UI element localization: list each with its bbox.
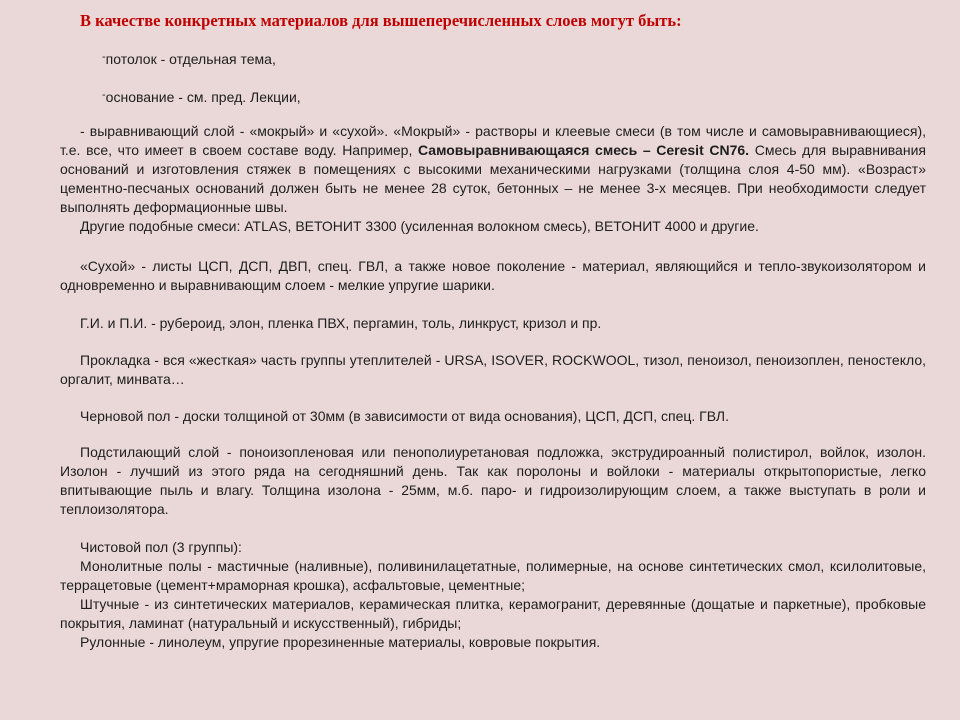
gasket-paragraph [60, 351, 926, 389]
piece-floors-paragraph [60, 595, 926, 633]
other-mixes-text: Другие подобные смеси: ATLAS, ВЕТОНИТ 3300 (усиленная волокном смесь), ВЕТОНИТ 4000 и другие. [80, 218, 759, 234]
finish-floor-heading-text: Чистовой пол (3 группы): [80, 539, 242, 555]
dry-layer-text: «Сухой» - листы ЦСП, ДСП, ДВП, спец. ГВЛ, а также новое поколение - материал, являющийся и тепло-звукоизолятором и одновременно и выравнивающим слоем - мелкие упругие шарики. [60, 258, 926, 293]
dry-layer-paragraph [60, 257, 926, 295]
bullet-base [102, 86, 301, 107]
roll-floors-paragraph [60, 633, 926, 652]
other-mixes-paragraph [60, 217, 926, 236]
waterproof-paragraph [60, 314, 926, 333]
bullet-ceiling [102, 48, 276, 69]
rough-floor-text: Черновой пол - доски толщиной от 30мм (в зависимости от вида основания), ЦСП, ДСП, спец. ГВЛ. [80, 408, 729, 424]
levelling-text-1: - выравнивающий слой - «мокрый» и «сухой». «Мокрый» - растворы и клеевые смеси (в том числе и самовыравнивающиеся), т.е. все, что имеет в своем составе воду. Например, [60, 123, 926, 158]
gasket-text: Прокладка - вся «жесткая» часть группы утеплителей - URSA, ISOVER, ROCKWOOL, тизол, пеноизол, пеноизоплен, пеностекло, оргалит, минвата… [60, 352, 926, 387]
bullet-ceiling-text: потолок - отдельная тема, [105, 51, 276, 67]
bullet-mark: - [102, 89, 106, 101]
rough-floor-paragraph [60, 407, 926, 426]
slide-title: В качестве конкретных материалов для вышеперечисленных слоев могут быть: [80, 11, 682, 30]
monolithic-floors-paragraph [60, 557, 926, 595]
monolithic-floors-text: Монолитные полы - мастичные (наливные), поливинилацетатные, полимерные, на основе синтетических смол, ксилолитовые, террацетовые (цемент+мраморная крошка), асфальтовые, цементные; [60, 558, 926, 593]
piece-floors-text: Штучные - из синтетических материалов, керамическая плитка, керамогранит, деревянные (дощатые и паркетные), пробковые покрытия, ламинат (натуральный и искусственный), гибриды; [60, 596, 926, 631]
finish-floor-heading [60, 538, 926, 557]
levelling-product: Самовыравнивающаяся смесь – Ceresit CN76. [418, 142, 750, 158]
underlay-paragraph [60, 443, 926, 519]
bullet-base-text: основание - см. пред. Лекции, [105, 89, 301, 105]
waterproof-text: Г.И. и П.И. - рубероид, элон, пленка ПВХ, пергамин, толь, линкруст, кризол и пр. [80, 315, 602, 331]
bullet-mark: - [102, 51, 106, 63]
roll-floors-text: Рулонные - линолеум, упругие прорезиненные материалы, ковровые покрытия. [80, 634, 601, 650]
levelling-text-2: Смесь для выравнивания оснований и изготовления стяжек в помещениях с высокими механическими нагрузками (толщина слоя 4-50 мм). «Возраст» цементно-песчаных оснований должен быть не менее 28 суток, бетонных – не менее 3-х месяцев. При необходимости следует выполнять деформационные швы. [60, 142, 926, 215]
levelling-layer-paragraph [60, 122, 926, 217]
underlay-text: Подстилающий слой - поноизопленовая или пенополиуретановая подложка, экструдироанный полистирол, войлок, изолон. Изолон - лучший из этого ряда на сегодняшний день. Так как поролоны и войлоки - материалы открытопористые, легко впитывающие пыль и влагу. Толщина изолона - 25мм, м.б. паро- и гидроизолирующим слоем, а также выступать в роли и теплоизолятора. [60, 444, 926, 517]
